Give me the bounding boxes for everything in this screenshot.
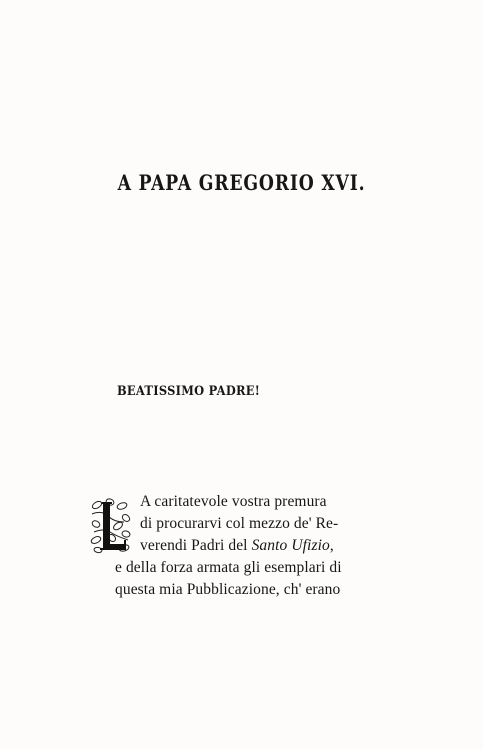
dedication-title: A PAPA GREGORIO XVI.: [117, 170, 366, 195]
salutation: BEATISSIMO PADRE!: [117, 384, 261, 399]
text-line-1: A caritatevole vostra premura: [140, 493, 327, 510]
decorated-initial-l: [88, 496, 134, 556]
text-line-3-start: verendi Padri del: [140, 537, 252, 554]
text-line-5: questa mia Pubblicazione, ch' erano: [115, 581, 341, 598]
text-line-4: e della forza armata gli esemplari di: [115, 559, 342, 576]
text-line-2: di procurarvi col mezzo de' Re-: [140, 515, 339, 532]
text-line-3-end: ,: [329, 537, 334, 554]
italic-santo-ufizio: Santo Ufizio: [251, 537, 330, 554]
text-line-3: [140, 537, 334, 555]
